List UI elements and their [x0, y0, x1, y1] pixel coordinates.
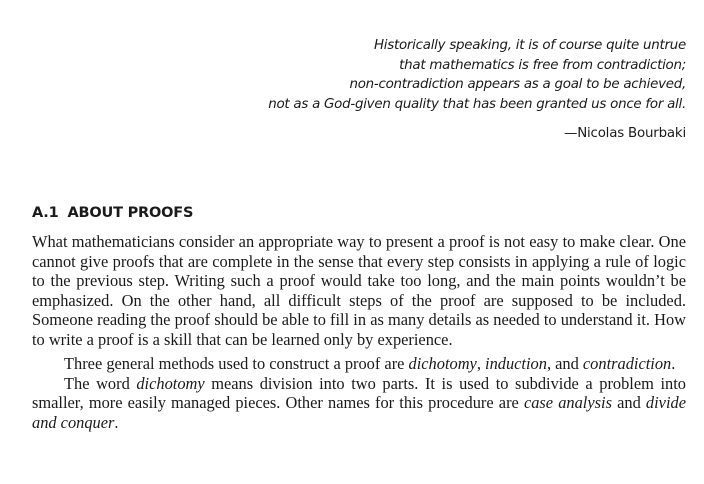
- text-run: , and: [546, 354, 583, 373]
- body-text: [32, 232, 686, 432]
- text-run: means division into two parts. It is used to subdivide a problem into smaller, more easily managed pieces. Other names for this procedure are: [32, 373, 686, 412]
- term-dichotomy: dichotomy: [136, 373, 205, 393]
- text-run: and: [611, 393, 646, 412]
- term-divide-and-conquer: divide and conquer: [32, 393, 686, 432]
- epigraph-quote: [200, 36, 686, 114]
- section-heading: [32, 205, 193, 221]
- epigraph-attribution: —Nicolas Bourbaki: [564, 126, 686, 141]
- paragraph-dichotomy: [32, 374, 686, 433]
- term-case-analysis: case analysis: [523, 393, 612, 412]
- term-dichotomy: dichotomy: [408, 354, 477, 373]
- epigraph-line: non-contradiction appears as a goal to be achieved,: [349, 77, 686, 92]
- section-number: A.1: [32, 205, 59, 221]
- text-run: ,: [476, 354, 486, 373]
- epigraph-line: not as a God-given quality that has been granted us once for all.: [268, 96, 686, 112]
- text-run: Three general methods used to construct a proof are: [64, 354, 409, 373]
- paragraph-methods: [32, 354, 686, 374]
- term-contradiction: contradiction: [582, 354, 672, 373]
- section-title: ABOUT PROOFS: [67, 205, 194, 221]
- text-run: .: [671, 354, 676, 373]
- term-induction: induction: [485, 354, 547, 373]
- text-run: .: [114, 412, 119, 432]
- epigraph-line: that mathematics is free from contradiction;: [399, 57, 686, 73]
- text-run: The word: [64, 373, 137, 393]
- paragraph-about-proofs: What mathematicians consider an appropriate way to present a proof is not easy to make clear. One cannot give proofs that are complete in the sense that every step consists in applying a rule of logic to the previous step. Writing such a proof would take too long, and the main points wouldn’t be emphasized. On the other hand, all difficult steps of the proof are supposed to be included. Someone reading the proof should be able to fill in as many details as needed to understand it. How to write a proof is a skill that can be learned only by experience.: [32, 232, 686, 349]
- epigraph-line: Historically speaking, it is of course quite untrue: [373, 38, 686, 53]
